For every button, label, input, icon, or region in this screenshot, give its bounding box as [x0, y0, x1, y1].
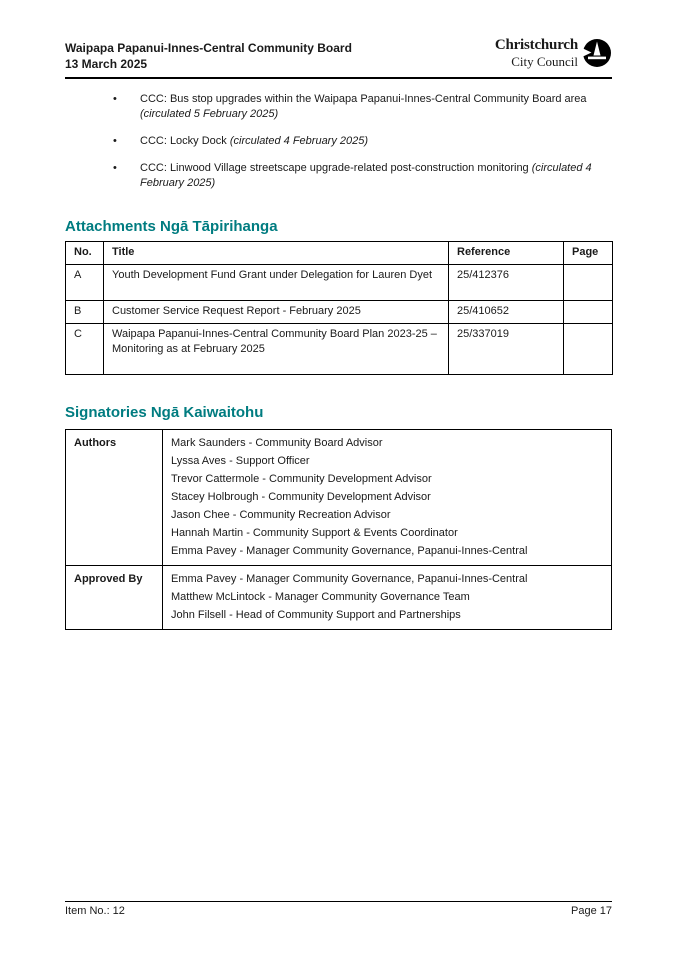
list-item	[65, 161, 612, 191]
signatories-heading: Signatories Ngā Kaiwaitohu	[65, 404, 264, 421]
attachment-reference: 25/337019	[449, 324, 564, 375]
bullet-icon: •	[113, 93, 117, 105]
attachments-header-row	[66, 242, 613, 265]
attachment-no: A	[66, 265, 104, 301]
table-row	[66, 301, 613, 324]
council-logo-text	[495, 38, 578, 68]
logo-line1: Christchurch	[494, 37, 578, 53]
document-header	[65, 38, 612, 79]
approved-by-label: Approved By	[66, 566, 163, 630]
bullet-icon: •	[113, 135, 117, 147]
item-text: CCC: Bus stop upgrades within the Waipapa Papanui-Innes-Central Community Board area	[140, 93, 587, 105]
list-item-text	[140, 92, 592, 122]
item-note: (circulated 4 February 2025)	[229, 135, 369, 147]
item-text: CCC: Locky Dock	[140, 135, 230, 147]
attachment-title: Youth Development Fund Grant under Delegation for Lauren Dyet	[104, 265, 449, 301]
attachment-reference: 25/410652	[449, 301, 564, 324]
item-text: CCC: Linwood Village streetscape upgrade-related post-construction monitoring	[140, 162, 532, 174]
approver-line: Matthew McLintock - Manager Community Governance Team	[171, 591, 470, 603]
author-line: Mark Saunders - Community Board Advisor	[171, 437, 383, 449]
author-line: Lyssa Aves - Support Officer	[171, 455, 310, 467]
authors-label: Authors	[66, 430, 163, 566]
table-row	[66, 265, 613, 301]
attachment-page	[564, 324, 613, 375]
board-name: Waipapa Papanui-Innes-Central Community Board	[65, 41, 352, 55]
approved-by-list	[163, 566, 612, 630]
footer-item-number: Item No.: 12	[65, 905, 125, 917]
author-line: Emma Pavey - Manager Community Governance, Papanui-Innes-Central	[171, 545, 528, 557]
item-note: (circulated 5 February 2025)	[140, 108, 279, 120]
attachment-reference: 25/412376	[449, 265, 564, 301]
table-row	[66, 566, 612, 630]
list-item-text	[140, 134, 592, 149]
list-item-text	[140, 161, 592, 191]
list-item	[65, 92, 612, 122]
author-line: Trevor Cattermole - Community Development Advisor	[171, 473, 432, 485]
item-note: (circulated 4 February 2025)	[140, 162, 592, 189]
attachments-table	[65, 241, 613, 375]
attachment-title: Customer Service Request Report - February 2025	[104, 301, 449, 324]
approver-line: Emma Pavey - Manager Community Governance, Papanui-Innes-Central	[171, 573, 528, 585]
authors-list	[163, 430, 612, 566]
council-logo	[495, 38, 612, 68]
attachment-page	[564, 301, 613, 324]
attachment-no: B	[66, 301, 104, 324]
table-row	[66, 324, 613, 375]
list-item	[65, 134, 612, 149]
col-header-reference: Reference	[449, 242, 564, 265]
circulated-items-list	[65, 92, 612, 191]
page-footer	[65, 901, 612, 917]
christchurch-city-council-emblem-icon	[582, 38, 612, 68]
table-row	[66, 430, 612, 566]
author-line: Hannah Martin - Community Support & Events Coordinator	[171, 527, 458, 539]
attachments-heading: Attachments Ngā Tāpirihanga	[65, 218, 278, 235]
header-title-block	[65, 38, 352, 72]
bullet-icon: •	[113, 162, 117, 174]
approver-line: John Filsell - Head of Community Support and Partnerships	[171, 609, 461, 621]
col-header-title: Title	[104, 242, 449, 265]
attachment-page	[564, 265, 613, 301]
footer-page-number: Page 17	[571, 905, 612, 917]
meeting-date: 13 March 2025	[65, 57, 148, 71]
logo-line2: City Council	[511, 54, 578, 69]
attachment-title: Waipapa Papanui-Innes-Central Community Board Plan 2023-25 – Monitoring as at February 2025	[104, 324, 449, 375]
col-header-page: Page	[564, 242, 613, 265]
col-header-no: No.	[66, 242, 104, 265]
author-line: Jason Chee - Community Recreation Advisor	[171, 509, 391, 521]
attachment-no: C	[66, 324, 104, 375]
author-line: Stacey Holbrough - Community Development Advisor	[171, 491, 431, 503]
signatories-table	[65, 429, 612, 630]
